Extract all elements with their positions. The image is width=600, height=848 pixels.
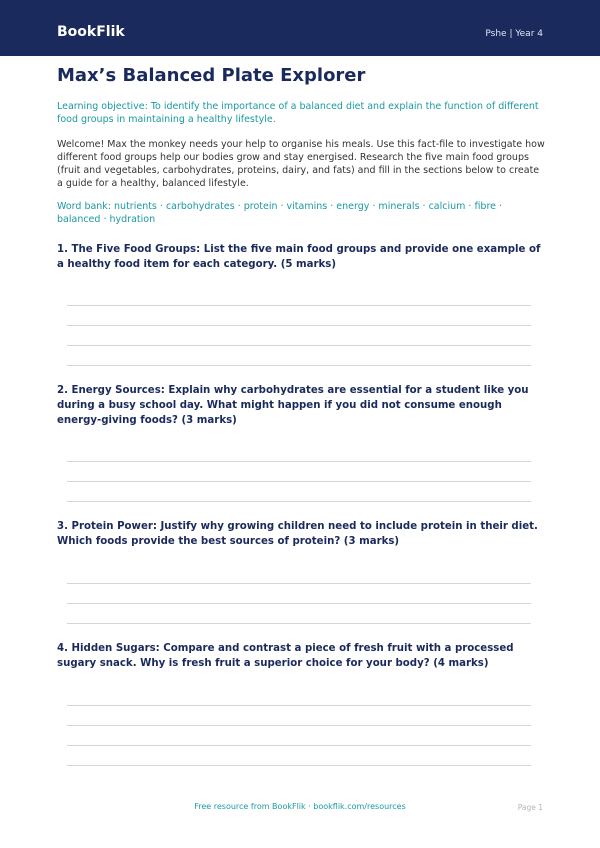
page-title: Max’s Balanced Plate Explorer — [57, 65, 366, 86]
answer-line[interactable] — [67, 501, 531, 502]
answer-line[interactable] — [67, 305, 531, 306]
answer-line[interactable] — [67, 765, 531, 766]
question-2: 2. Energy Sources: Explain why carbohydrates are essential for a student like you during a busy school day. What might happen if you did not consume enough energy-giving foods? (3 marks) — [57, 385, 529, 426]
subject-year-label: Pshe | Year 4 — [485, 29, 543, 39]
header-bar — [0, 0, 600, 56]
intro-paragraph: Welcome! Max the monkey needs your help to organise his meals. Use this fact-file to investigate how different food groups help our bodies grow and stay energised. Research the five main food groups (fruit and vegetables, carbohydrates, proteins, dairy, and fats) and fill in the sections below to create a guide for a healthy, balanced lifestyle. — [57, 139, 545, 189]
question-3: 3. Protein Power: Justify why growing children need to include protein in their diet. Which foods provide the best sources of protein? (3 marks) — [57, 521, 538, 547]
question-1: 1. The Five Food Groups: List the five main food groups and provide one example of a healthy food item for each category. (5 marks) — [57, 244, 541, 270]
answer-line[interactable] — [67, 481, 531, 482]
footer-source-link[interactable]: Free resource from BookFlik · bookflik.com/resources — [194, 802, 406, 811]
answer-line[interactable] — [67, 325, 531, 326]
answer-line[interactable] — [67, 583, 531, 584]
answer-line[interactable] — [67, 745, 531, 746]
answer-line[interactable] — [67, 705, 531, 706]
answer-line[interactable] — [67, 725, 531, 726]
answer-line[interactable] — [67, 461, 531, 462]
word-bank: Word bank: nutrients · carbohydrates · protein · vitamins · energy · minerals · calcium · fibre · balanced · hydration — [57, 201, 503, 225]
answer-line[interactable] — [67, 345, 531, 346]
question-4: 4. Hidden Sugars: Compare and contrast a piece of fresh fruit with a processed sugary snack. Why is fresh fruit a superior choice for your body? (4 marks) — [57, 643, 514, 669]
page-number: Page 1 — [517, 803, 543, 812]
brand-logo-text: BookFlik — [57, 24, 125, 40]
answer-line[interactable] — [67, 623, 531, 624]
answer-line[interactable] — [67, 603, 531, 604]
learning-objective: Learning objective: To identify the importance of a balanced diet and explain the function of different food groups in maintaining a healthy lifestyle. — [57, 101, 539, 125]
answer-line[interactable] — [67, 365, 531, 366]
